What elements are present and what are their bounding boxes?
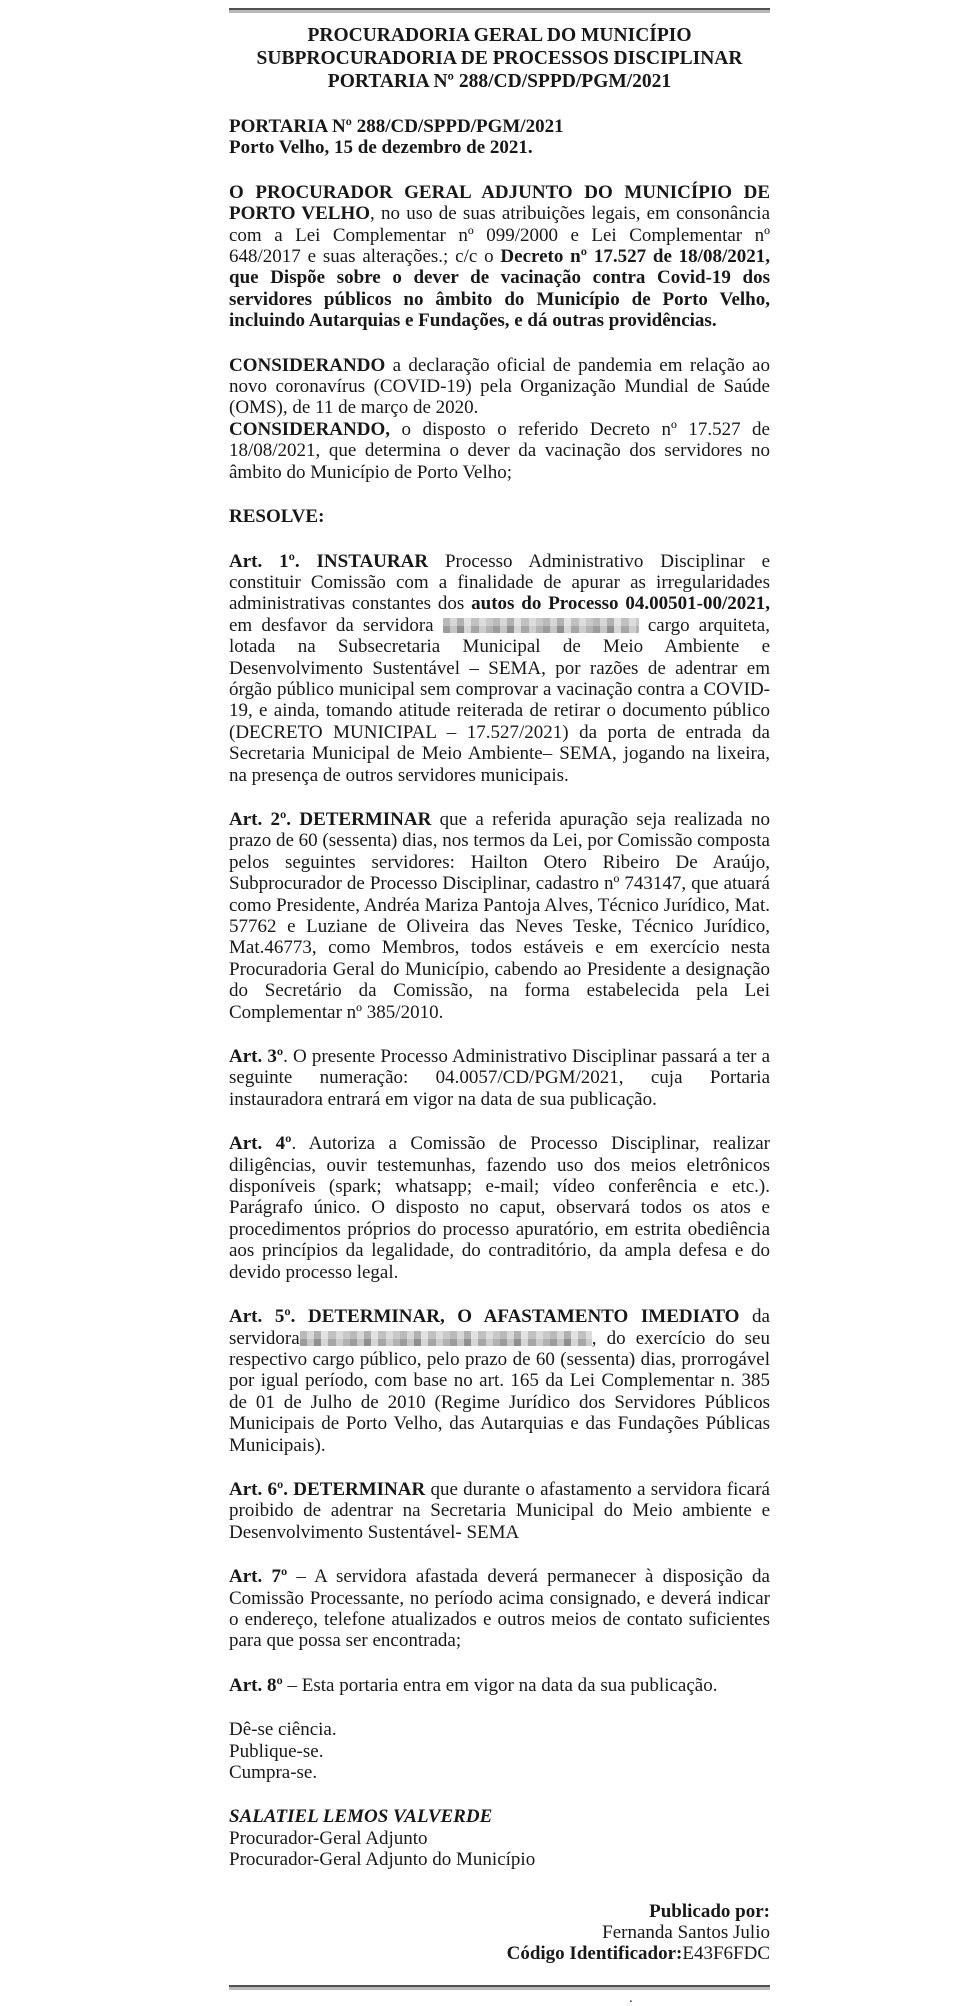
document-body: [229, 116, 770, 1965]
art-5-text: da servidora: [229, 1306, 770, 1349]
art-3-text: Art. 3º: [229, 1046, 284, 1068]
preamble-paragraph-text: O PROCURADOR GERAL ADJUNTO DO MUNICÍPIO DE PORTO VELHO: [229, 181, 770, 225]
art-1-text: autos do Processo 04.00501-00/2021,: [471, 593, 770, 615]
art-2: [229, 809, 770, 1023]
art-1-text: em desfavor da servidora: [229, 614, 443, 636]
signature-role-1-text: Procurador-Geral Adjunto: [229, 1827, 428, 1849]
art-4-text: Art. 4º: [229, 1133, 292, 1155]
published-by-label-text: Publicado por:: [649, 1900, 770, 1922]
signature-role-2: [229, 1849, 770, 1870]
redacted-name: [300, 1331, 592, 1346]
considerando-1-text: a declaração oficial de pandemia em relação ao novo coronavírus (COVID-19) pela Organização Mundial de Saúde (OMS), de 11 de março de 2020.: [229, 354, 770, 419]
signature-name: [229, 1806, 770, 1827]
closing-line-2: [229, 1741, 770, 1762]
considerando-2-text: o disposto o referido Decreto nº 17.527 de 18/08/2021, que determina o dever da vacinação dos servidores no âmbito do Município de Porto Velho;: [229, 418, 770, 483]
art-8-text: Art. 8º: [229, 1674, 283, 1696]
preamble-paragraph-text: , no uso de suas atribuições legais, em consonância com a Lei Complementar nº 099/2000 e Lei Complementar nº 648/2017 e suas alterações.; c/c o: [229, 203, 770, 268]
considerando-1-text: CONSIDERANDO: [229, 354, 386, 376]
art-7: [229, 1566, 770, 1652]
preamble-paragraph: [229, 182, 770, 332]
document-header: [229, 24, 770, 93]
art-1-text: Art. 1º. INSTAURAR: [229, 550, 429, 572]
document-scan: [229, 0, 771, 2006]
identifier-code-line-text: Código Identificador:: [506, 1943, 683, 1965]
art-7-text: – A servidora afastada deverá permanecer à disposição da Comissão Processante, no período acima consignado, e deverá indicar o endereço, telefone atualizados e outros meios de contato suficientes para que possa ser encontrada;: [229, 1566, 770, 1652]
art-4: [229, 1133, 770, 1283]
considerando-2: [229, 419, 770, 483]
art-1-text: cargo arquiteta, lotada na Subsecretaria Municipal de Meio Ambiente e Desenvolvimento Sustentável – SEMA, por razões de adentrar em órgão público municipal sem comprovar a vacinação contra a COVID-19, e ainda, tomando atitude reiterada de retirar o documento público (DECRETO MUNICIPAL – 17.527/2021) da porta de entrada da Secretaria Municipal de Meio Ambiente– SEMA, jogando na lixeira, na presença de outros servidores municipais.: [229, 614, 770, 786]
closing-line-1-text: Dê-se ciência.: [229, 1719, 337, 1741]
art-6: [229, 1479, 770, 1543]
resolve-line: [229, 506, 770, 527]
art-5-text: Art. 5º. DETERMINAR, O AFASTAMENTO IMEDIATO: [229, 1306, 740, 1328]
portaria-number-line: [229, 116, 770, 137]
preamble-paragraph-text: Decreto nº 17.527 de 18/08/2021, que Dispõe sobre o dever de vacinação contra Covid-19 dos servidores públicos no âmbito do Município de Porto Velho, incluindo Autarquias e Fundações, e dá outras providências.: [229, 246, 770, 332]
considerando-1: [229, 355, 770, 419]
bottom-divider: [229, 1985, 770, 1990]
considerando-2-text: CONSIDERANDO,: [229, 418, 390, 440]
footer-dot: .: [629, 1989, 633, 2006]
closing-line-3-text: Cumpra-se.: [229, 1762, 318, 1783]
closing-line-2-text: Publique-se.: [229, 1740, 324, 1762]
art-8-text: – Esta portaria entra em vigor na data da sua publicação.: [282, 1674, 718, 1696]
art-5: [229, 1306, 770, 1456]
date-line-text: Porto Velho, 15 de dezembro de 2021.: [229, 137, 533, 159]
art-3-text: . O presente Processo Administrativo Disciplinar passará a ter a seguinte numeração: 04.0057/CD/PGM/2021, cuja Portaria instauradora entrará em vigor na data de sua publicação.: [229, 1046, 770, 1110]
art-6-text: que durante o afastamento a servidora ficará proibido de adentrar na Secretaria Municipal do Meio ambiente e Desenvolvimento Sustentável- SEMA: [229, 1478, 770, 1543]
art-5-text: , do exercício do seu respectivo cargo público, pelo prazo de 60 (sessenta) dias, prorrogável por igual período, com base no art. 165 da Lei Complementar n. 385 de 01 de Julho de 2010 (Regime Jurídico dos Servidores Públicos Municipais de Porto Velho, das Autarquias e das Fundações Públicas Municipais).: [229, 1327, 770, 1456]
signature-name-text: SALATIEL LEMOS VALVERDE: [229, 1806, 493, 1828]
signature-role-2-text: Procurador-Geral Adjunto do Município: [229, 1849, 536, 1871]
header-line-dept: SUBPROCURADORIA DE PROCESSOS DISCIPLINAR: [256, 48, 743, 69]
signature-role-1: [229, 1828, 770, 1849]
art-7-text: Art. 7º: [229, 1566, 288, 1588]
closing-line-1: [229, 1719, 770, 1740]
art-1-text: Processo Administrativo Disciplinar e constituir Comissão com a finalidade de apurar as irregularidades administrativas constantes dos: [229, 550, 771, 615]
art-4-text: . Autoriza a Comissão de Processo Disciplinar, realizar diligências, ouvir testemunhas, fazendo uso dos meios eletrônicos disponíveis (spark; whatsapp; e-mail; vídeo conferência e etc.). Parágrafo único. O disposto no caput, observará todos os atos e procedimentos próprios do processo apuratório, em estrita obediência aos princípios da legalidade, do contraditório, da ampla defesa e do devido processo legal.: [229, 1133, 770, 1283]
published-by-name: [229, 1922, 770, 1943]
art-2-text: que a referida apuração seja realizada no prazo de 60 (sessenta) dias, nos termos da Lei, por Comissão composta pelos seguintes servidores: Hailton Otero Ribeiro De Araújo, Subprocurador de Processo Disciplinar, cadastro nº 743147, que atuará como Presidente, Andréa Mariza Pantoja Alves, Técnico Jurídico, Mat. 57762 e Luziane de Oliveira das Neves Teske, Técnico Jurídico, Mat.46773, como Membros, todos estáveis e em exercício nesta Procuradoria Geral do Município, cabendo ao Presidente a designação do Secretário da Comissão, na forma estabelecida pela Lei Complementar nº 385/2010.: [229, 808, 770, 1023]
art-2-text: Art. 2º. DETERMINAR: [229, 808, 432, 830]
published-by-label: [229, 1901, 770, 1922]
art-3: [229, 1046, 770, 1110]
header-line-org: PROCURADORIA GERAL DO MUNICÍPIO: [307, 25, 692, 46]
art-6-text: Art. 6º. DETERMINAR: [229, 1478, 426, 1500]
portaria-number-line-text: PORTARIA Nº 288/CD/SPPD/PGM/2021: [229, 116, 564, 137]
identifier-code-line-text: E43F6FDC: [682, 1943, 770, 1965]
published-by-name-text: Fernanda Santos Julio: [602, 1922, 770, 1944]
date-line: [229, 137, 770, 158]
closing-line-3: [229, 1762, 770, 1783]
art-8: [229, 1675, 770, 1696]
redacted-name: [443, 618, 639, 633]
art-1: [229, 551, 770, 786]
identifier-code-line: [229, 1943, 770, 1964]
resolve-line-text: RESOLVE:: [229, 506, 325, 528]
header-line-portaria: PORTARIA Nº 288/CD/SPPD/PGM/2021: [327, 71, 672, 92]
top-divider: [229, 8, 770, 13]
